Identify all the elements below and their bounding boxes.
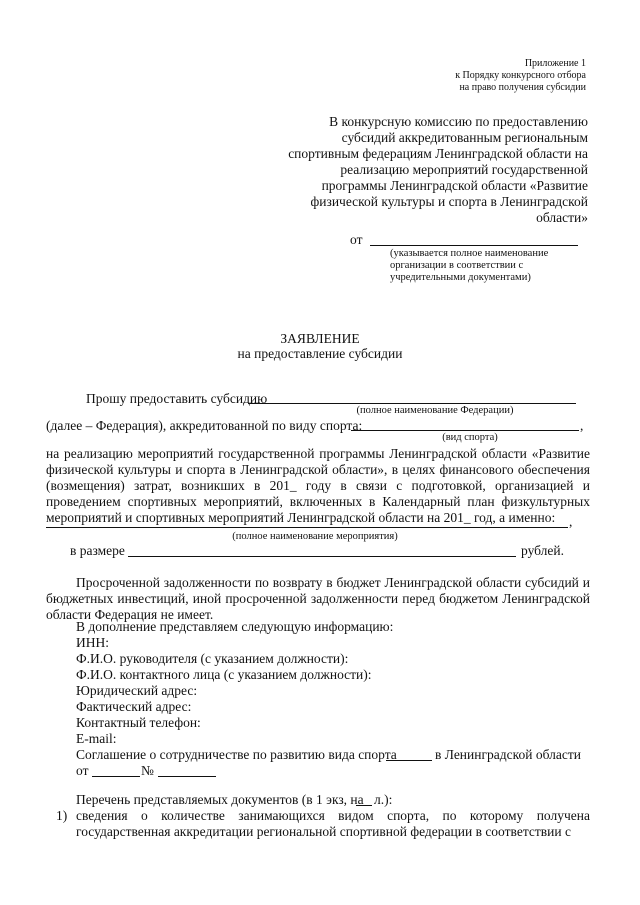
docs-list-text-a: Перечень представляемых документов (в 1 экз, на [76, 792, 364, 807]
addressee-line: спортивным федерациям Ленинградской области на [288, 146, 588, 161]
from-underline[interactable] [370, 245, 578, 246]
events-comma: , [569, 514, 573, 529]
appendix-line-2: к Порядку конкурсного отбора [455, 70, 586, 81]
agreement-number-line[interactable] [158, 776, 216, 777]
info-item-inn: ИНН: [76, 635, 109, 650]
from-hint-line: организации в соответствии с [390, 260, 524, 271]
agreement-sport-line[interactable] [386, 760, 432, 761]
info-item-head: Ф.И.О. руководителя (с указанием должности): [76, 651, 349, 666]
federation-name-line[interactable] [248, 403, 576, 404]
events-line[interactable] [46, 527, 568, 528]
document-subtitle: на предоставление субсидии [237, 346, 403, 361]
docs-pages-line[interactable] [356, 805, 372, 806]
doc-item-1-text: сведения о количестве занимающихся видом спорта, по которому получена государственная аккредитации региональной спортивной федерации в соответствии с [76, 808, 590, 839]
addressee-line: программы Ленинградской области «Развитие [321, 178, 588, 193]
info-list [76, 619, 596, 747]
from-hint [390, 248, 590, 284]
agreement-number-sign: № [141, 763, 154, 778]
info-item-actual-address: Фактический адрес: [76, 699, 192, 714]
sport-comma: , [580, 418, 584, 433]
appendix-line-1: Приложение 1 [524, 58, 586, 69]
from-hint-line: (указывается полное наименование [390, 248, 549, 259]
debt-text: Просроченной задолженности по возврату в бюджет Ленинградской области субсидий и бюджетных инвестиций, иной просроченной задолженности перед бюджетом Ленинградской области Федерация не имеет. [46, 575, 590, 622]
addressee-line: реализацию мероприятий государственной [340, 162, 588, 177]
info-intro: В дополнение представляем следующую информацию: [76, 619, 394, 634]
debt-paragraph [46, 575, 590, 623]
amount-line[interactable] [128, 556, 516, 557]
sport-hint: (вид спорта) [442, 432, 498, 443]
amount-unit: рублей. [521, 543, 565, 558]
events-hint: (полное наименование мероприятия) [232, 531, 398, 542]
from-hint-line: учредительными документами) [390, 272, 531, 283]
doc-item-1-number: 1) [56, 808, 68, 823]
from-label: от [350, 232, 363, 247]
info-item-legal-address: Юридический адрес: [76, 683, 198, 698]
info-item-phone: Контактный телефон: [76, 715, 201, 730]
agreement-from: от [76, 763, 89, 778]
agreement-date-line[interactable] [92, 776, 140, 777]
agreement-text-b: в Ленинградской области [435, 747, 581, 762]
addressee-line: физической культуры и спорта в Ленинградской [310, 194, 588, 209]
document-title: ЗАЯВЛЕНИЕ [280, 331, 360, 346]
info-item-email: E-mail: [76, 731, 117, 746]
appendix-line-3: на право получения субсидии [459, 82, 586, 93]
further-text: (далее – Федерация), аккредитованной по виду спорта: [46, 418, 363, 433]
amount-label: в размере [70, 543, 125, 558]
docs-list-text-b: л.): [374, 792, 393, 807]
sport-line[interactable] [351, 430, 579, 431]
info-item-contact: Ф.И.О. контактного лица (с указанием должности): [76, 667, 372, 682]
addressee-line: области» [536, 210, 588, 225]
addressee-line: субсидий аккредитованным региональным [341, 130, 588, 145]
federation-hint: (полное наименование Федерации) [356, 405, 514, 416]
agreement-text-a: Соглашение о сотрудничестве по развитию вида спорта [76, 747, 397, 762]
request-text: Прошу предоставить субсидию [86, 391, 268, 406]
addressee-block [258, 114, 588, 226]
purpose-paragraph: на реализацию мероприятий государственной программы Ленинградской области «Развитие физической культуры и спорта в Ленинградской области», в целях финансового обеспечения (возмещения) затрат, возникших в 201_ году в связи с подготовкой, организацией и проведением спортивных мероприятий, включенных в Календарный план физкультурных мероприятий и спортивных мероприятий Ленинградской области на 201_ год, а именно: [46, 446, 590, 525]
appendix-header [326, 58, 586, 94]
addressee-line: В конкурсную комиссию по предоставлению [329, 114, 588, 129]
